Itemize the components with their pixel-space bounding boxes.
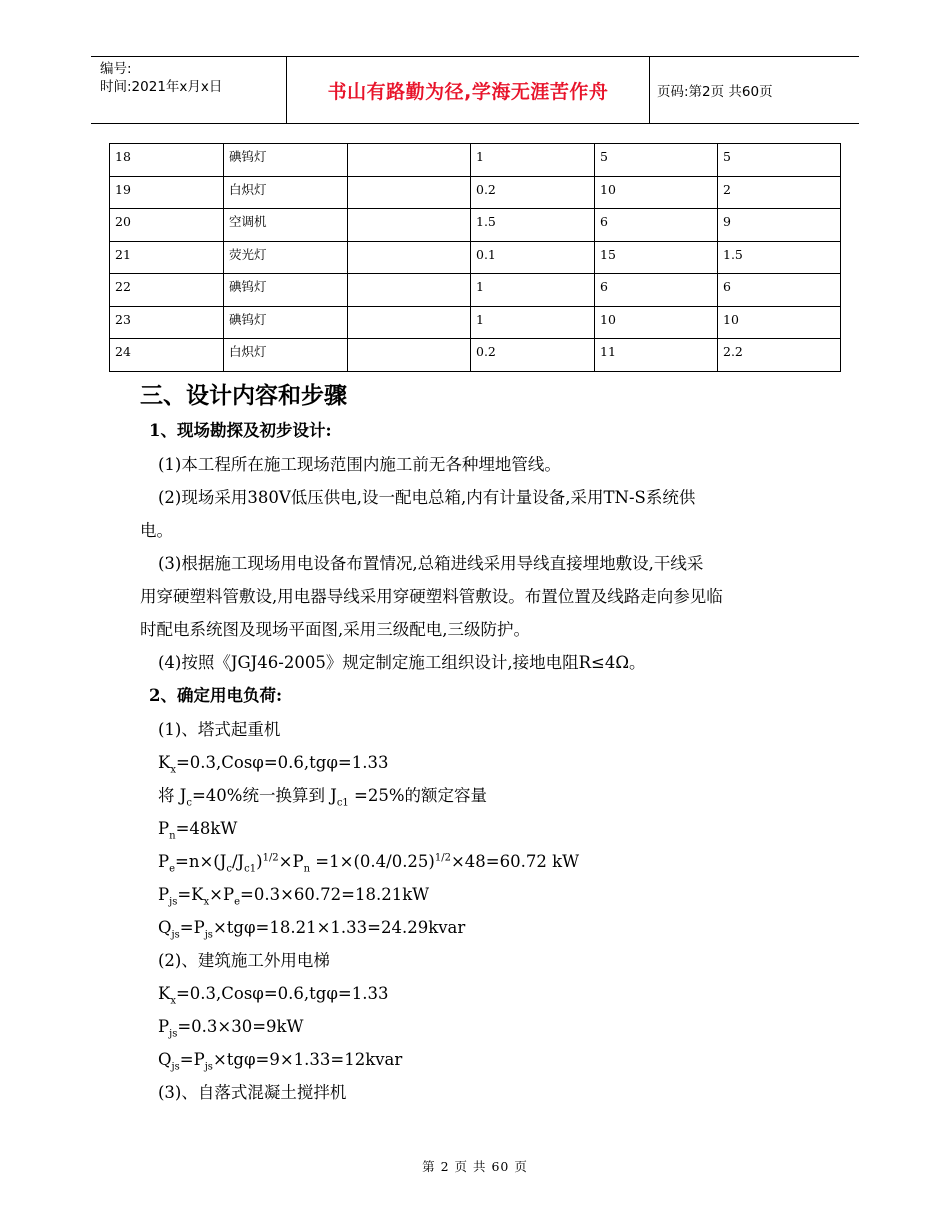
table-cell: 11 <box>595 339 718 372</box>
table-row <box>110 339 841 372</box>
table-cell: 24 <box>110 339 224 372</box>
table-row <box>110 306 841 339</box>
formula-pjs: $P_{js}=K_x\times P_e=0.3\times 60.72=18.21kW$ <box>158 885 430 908</box>
formula-kx: $K_x=0.3,Cos\varphi=0.6,tg\varphi=1.33$ <box>158 753 389 776</box>
subsection-title: 2、确定用电负荷: <box>149 686 283 705</box>
table-cell <box>348 209 471 242</box>
table-cell: 碘钨灯 <box>224 306 348 339</box>
table-cell: 荧光灯 <box>224 241 348 274</box>
formula-pjs: $P_{js}=0.3\times 30=9kW$ <box>158 1017 304 1040</box>
table-cell: 0.2 <box>471 339 595 372</box>
table-cell: 6 <box>718 274 841 307</box>
header-number-label: 编号: <box>100 61 132 77</box>
paragraph: (2)现场采用380V低压供电,设一配电总箱,内有计量设备,采用TN-S系统供 <box>158 488 696 507</box>
item-title: (3)、自落式混凝土搅拌机 <box>158 1083 347 1102</box>
paragraph: (3)根据施工现场用电设备布置情况,总箱进线采用导线直接埋地敷设,干线采 <box>158 554 704 573</box>
header-time-label: 时间:2021年x月x日 <box>100 79 223 95</box>
table-cell: 碘钨灯 <box>224 144 348 177</box>
table-cell: 碘钨灯 <box>224 274 348 307</box>
table-row <box>110 144 841 177</box>
table-cell: 10 <box>595 176 718 209</box>
table-cell: 1 <box>471 274 595 307</box>
table-cell <box>348 274 471 307</box>
paragraph-continuation: 用穿硬塑料管敷设,用电器导线采用穿硬塑料管敷设。布置位置及线路走向参见临 <box>140 587 723 606</box>
table-cell: 6 <box>595 209 718 242</box>
paragraph: (4)按照《JGJ46-2005》规定制定施工组织设计,接地电阻R≤4Ω。 <box>158 653 646 672</box>
table-cell: 21 <box>110 241 224 274</box>
table-cell: 0.1 <box>471 241 595 274</box>
table-cell: 1.5 <box>471 209 595 242</box>
formula-pn: $P_n=48kW$ <box>158 819 238 842</box>
table-cell <box>348 306 471 339</box>
table-cell: 6 <box>595 274 718 307</box>
table-cell: 23 <box>110 306 224 339</box>
table-cell <box>348 241 471 274</box>
table-cell: 1 <box>471 144 595 177</box>
page-footer: 第 2 页 共 60 页 <box>422 1159 528 1174</box>
table-cell <box>348 176 471 209</box>
item-title: (2)、建筑施工外用电梯 <box>158 951 330 970</box>
paragraph-continuation: 电。 <box>140 521 173 540</box>
table-cell: 0.2 <box>471 176 595 209</box>
table-cell: 20 <box>110 209 224 242</box>
table-cell: 22 <box>110 274 224 307</box>
header-page-info: 页码:第2页 共60页 <box>657 84 773 100</box>
paragraph-continuation: 时配电系统图及现场平面图,采用三级配电,三级防护。 <box>140 620 530 639</box>
item-title: (1)、塔式起重机 <box>158 720 281 739</box>
table-cell: 18 <box>110 144 224 177</box>
table-cell <box>348 144 471 177</box>
header-meta <box>100 60 222 96</box>
table-row <box>110 176 841 209</box>
table-cell: 9 <box>718 209 841 242</box>
table-cell: 19 <box>110 176 224 209</box>
table-cell: 5 <box>595 144 718 177</box>
table-row <box>110 209 841 242</box>
table-cell: 1 <box>471 306 595 339</box>
table-cell: 5 <box>718 144 841 177</box>
header-motto: 书山有路勤为径,学海无涯苦作舟 <box>327 81 609 103</box>
table-cell: 10 <box>718 306 841 339</box>
table-cell: 1.5 <box>718 241 841 274</box>
formula-jc: 将 $J_c=40\%$统一换算到 $J_{c1} =25\%$的额定容量 <box>158 786 488 809</box>
page-header <box>91 56 859 124</box>
table-cell: 10 <box>595 306 718 339</box>
table-cell <box>348 339 471 372</box>
equipment-table <box>109 143 841 372</box>
formula-kx: $K_x=0.3,Cos\varphi=0.6,tg\varphi=1.33$ <box>158 984 389 1007</box>
table-cell: 空调机 <box>224 209 348 242</box>
table-cell: 白炽灯 <box>224 339 348 372</box>
table-cell: 2.2 <box>718 339 841 372</box>
formula-pe: $P_e=n\times(J_c/J_{c1})^{1/2}\times P_n =1\times(0.4/0.25)^{1/2}\times 48=60.72$ kW <box>158 852 580 875</box>
table-cell: 白炽灯 <box>224 176 348 209</box>
table-row <box>110 241 841 274</box>
header-divider <box>649 57 650 123</box>
main-content <box>140 378 820 1109</box>
paragraph: (1)本工程所在施工现场范围内施工前无各种埋地管线。 <box>158 455 561 474</box>
table-cell: 15 <box>595 241 718 274</box>
table-row <box>110 274 841 307</box>
subsection-title: 1、现场勘探及初步设计: <box>149 421 332 440</box>
section-title: 三、设计内容和步骤 <box>140 382 347 409</box>
formula-qjs: $Q_{js}=P_{js}\times tg\varphi=18.21\times 1.33=24.29kvar$ <box>158 918 466 941</box>
table-cell: 2 <box>718 176 841 209</box>
formula-qjs: $Q_{js}=P_{js}\times tg\varphi=9\times 1.33=12kvar$ <box>158 1050 403 1073</box>
